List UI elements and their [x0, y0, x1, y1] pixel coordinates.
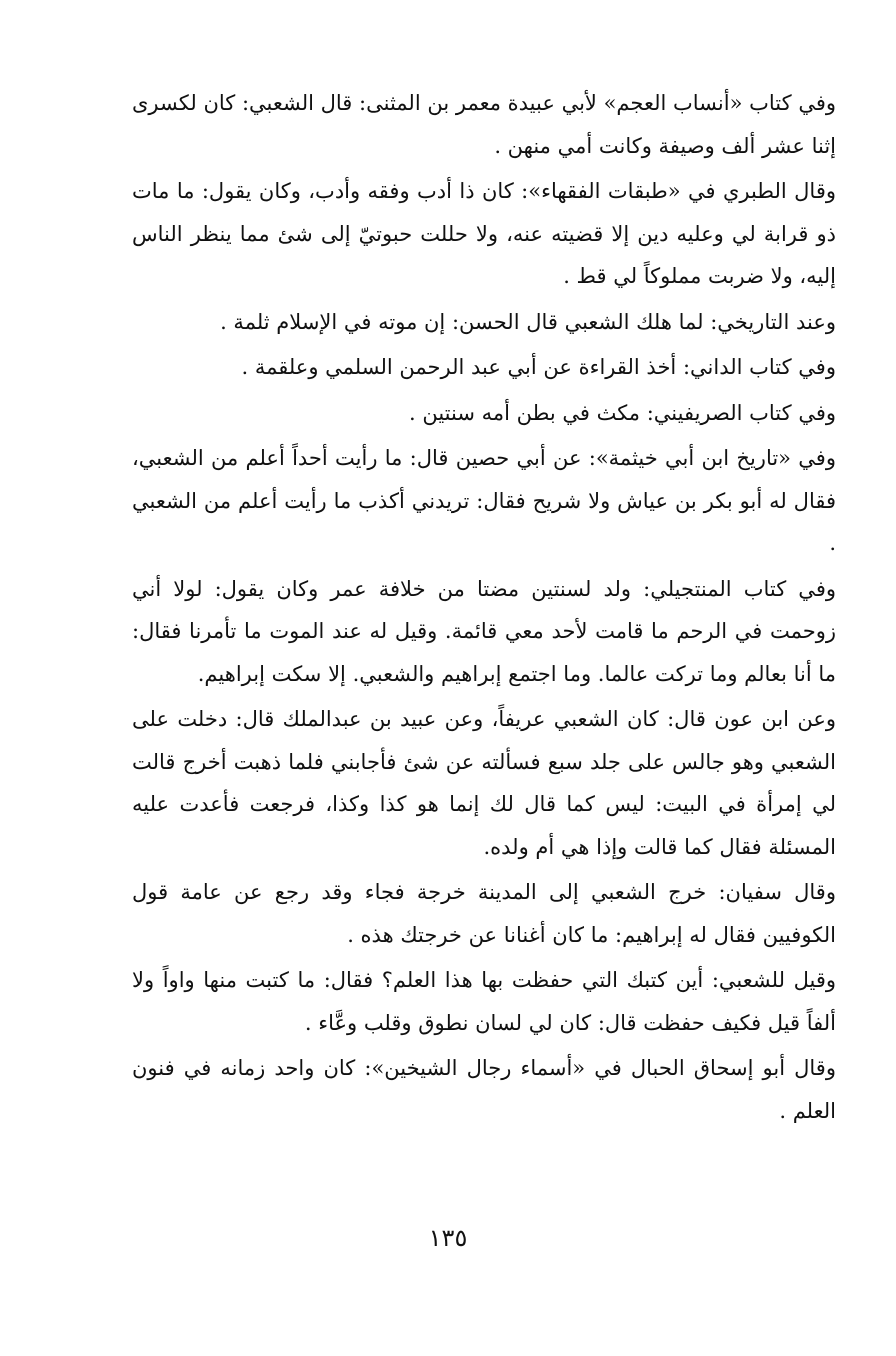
- page-number: ١٣٥: [428, 1224, 468, 1252]
- paragraph-sarifini: وفي كتاب الصريفيني: مكث في بطن أمه سنتين .: [408, 400, 836, 425]
- paragraph-muntajili: وفي كتاب المنتجيلي: ولد لسنتين مضتا من خلافة عمر وكان يقول: لولا أني زوحمت في الرحم ما قامت لأحد معي قائمة. وقيل له عند الموت ما تأمرنا فقال: ما أنا بعالم وما تركت عالما. وما اجتمع إبراهيم والشعبي. إلا سكت إبراهيم.: [132, 576, 836, 686]
- paragraph-ibn-awn: وعن ابن عون قال: كان الشعبي عريفاً، وعن عبيد بن عبدالملك قال: دخلت على الشعبي وهو جالس على جلد سبع فسألته عن شئ فأجابني فلما ذهبت أخرج قالت لي إمرأة في البيت: ليس كما قال لك إنما هو كذا وكذا، فرجعت فأعدت عليه المسئلة فقال كما قالت وإذا هي أم ولده.: [132, 707, 836, 859]
- paragraph-ibn-abi-khaythama: وفي «تاريخ ابن أبي خيثمة»: عن أبي حصين قال: ما رأيت أحداً أعلم من الشعبي، فقال له أبو بكر بن عياش ولا شريح فقال: تريدني أكذب ما رأيت أعلم من الشعبي .: [132, 446, 836, 555]
- paragraph-dani: وفي كتاب الداني: أخذ القراءة عن أبي عبد الرحمن السلمي وعلقمة .: [241, 355, 836, 379]
- paragraph-sufyan: وقال سفيان: خرج الشعبي إلى المدينة خرجة فجاء وقد رجع عن عامة قول الكوفيين فقال له إبراهيم: ما كان أغنانا عن خرجتك هذه .: [132, 880, 836, 947]
- paragraph-ansab-al-ajam: وفي كتاب «أنساب العجم» لأبي عبيدة معمر بن المثنى: قال الشعبي: كان لكسرى إثنا عشر ألف وصيفة وكانت أمي منهن .: [132, 91, 836, 158]
- paragraph-habbal: وقال أبو إسحاق الحبال في «أسماء رجال الشيخين»: كان واحد زمانه في فنون العلم .: [132, 1056, 836, 1123]
- page-body: [132, 82, 836, 1135]
- paragraph-books-question: وقيل للشعبي: أين كتبك التي حفظت بها هذا العلم؟ فقال: ما كتبت منها واواً ولا ألفاً قيل فكيف حفظت قال: كان لي لسان نطوق وقلب وعَّاء .: [132, 968, 836, 1035]
- paragraph-tabari: وقال الطبري في «طبقات الفقهاء»: كان ذا أدب وفقه وأدب، وكان يقول: ما مات ذو قرابة لي وعليه دين إلا قضيته عنه، ولا حللت حبوتيّ إلى شئ مما ينظر الناس إليه، ولا ضربت مملوكاً لي قط .: [132, 179, 836, 288]
- paragraph-tarikhi: وعند التاريخي: لما هلك الشعبي قال الحسن: إن موته في الإسلام ثلمة .: [220, 309, 836, 334]
